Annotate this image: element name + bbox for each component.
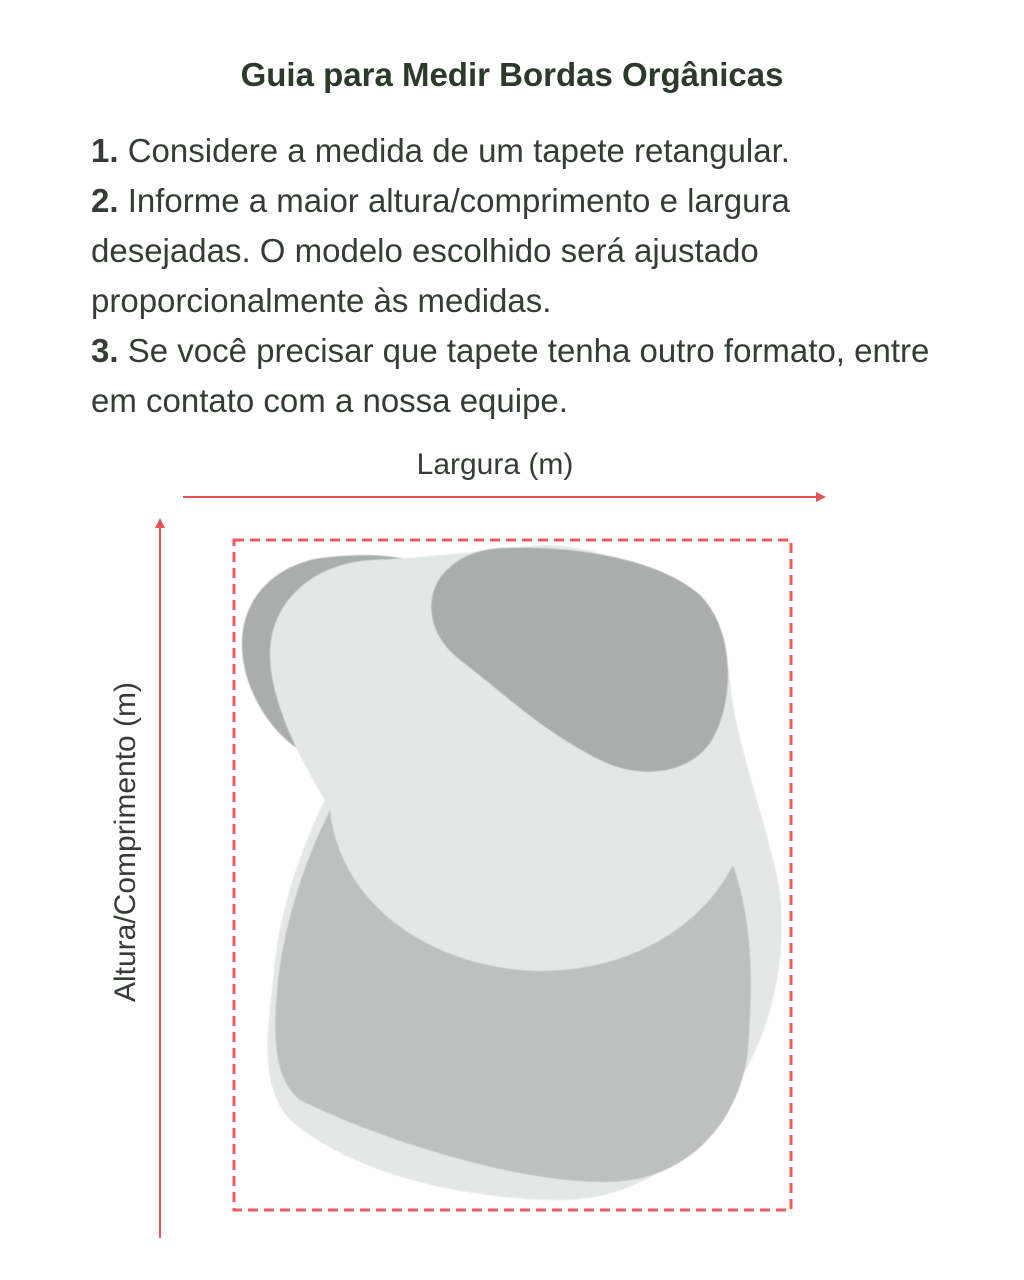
organic-rug-icon [242,545,782,1200]
height-arrow [155,518,165,1238]
step-text: Se você precisar que tapete tenha outro formato, entre em contato com a nossa equipe. [91,332,930,419]
width-label: Largura (m) [416,448,574,481]
step-number: 2. [91,182,119,219]
step-text: Informe a maior altura/comprimento e largura desejadas. O modelo escolhido será ajustado proporcionalmente às medidas. [91,182,790,319]
width-arrow [183,492,826,502]
height-arrow-head-icon [155,518,165,528]
height-label: Altura/Comprimento (m) [109,681,142,1003]
width-arrow-head-icon [816,492,826,502]
step-number: 1. [91,132,119,169]
page-title: Guia para Medir Bordas Orgânicas [240,56,784,93]
step-text: Considere a medida de um tapete retangular. [118,132,790,169]
step-number: 3. [91,332,119,369]
